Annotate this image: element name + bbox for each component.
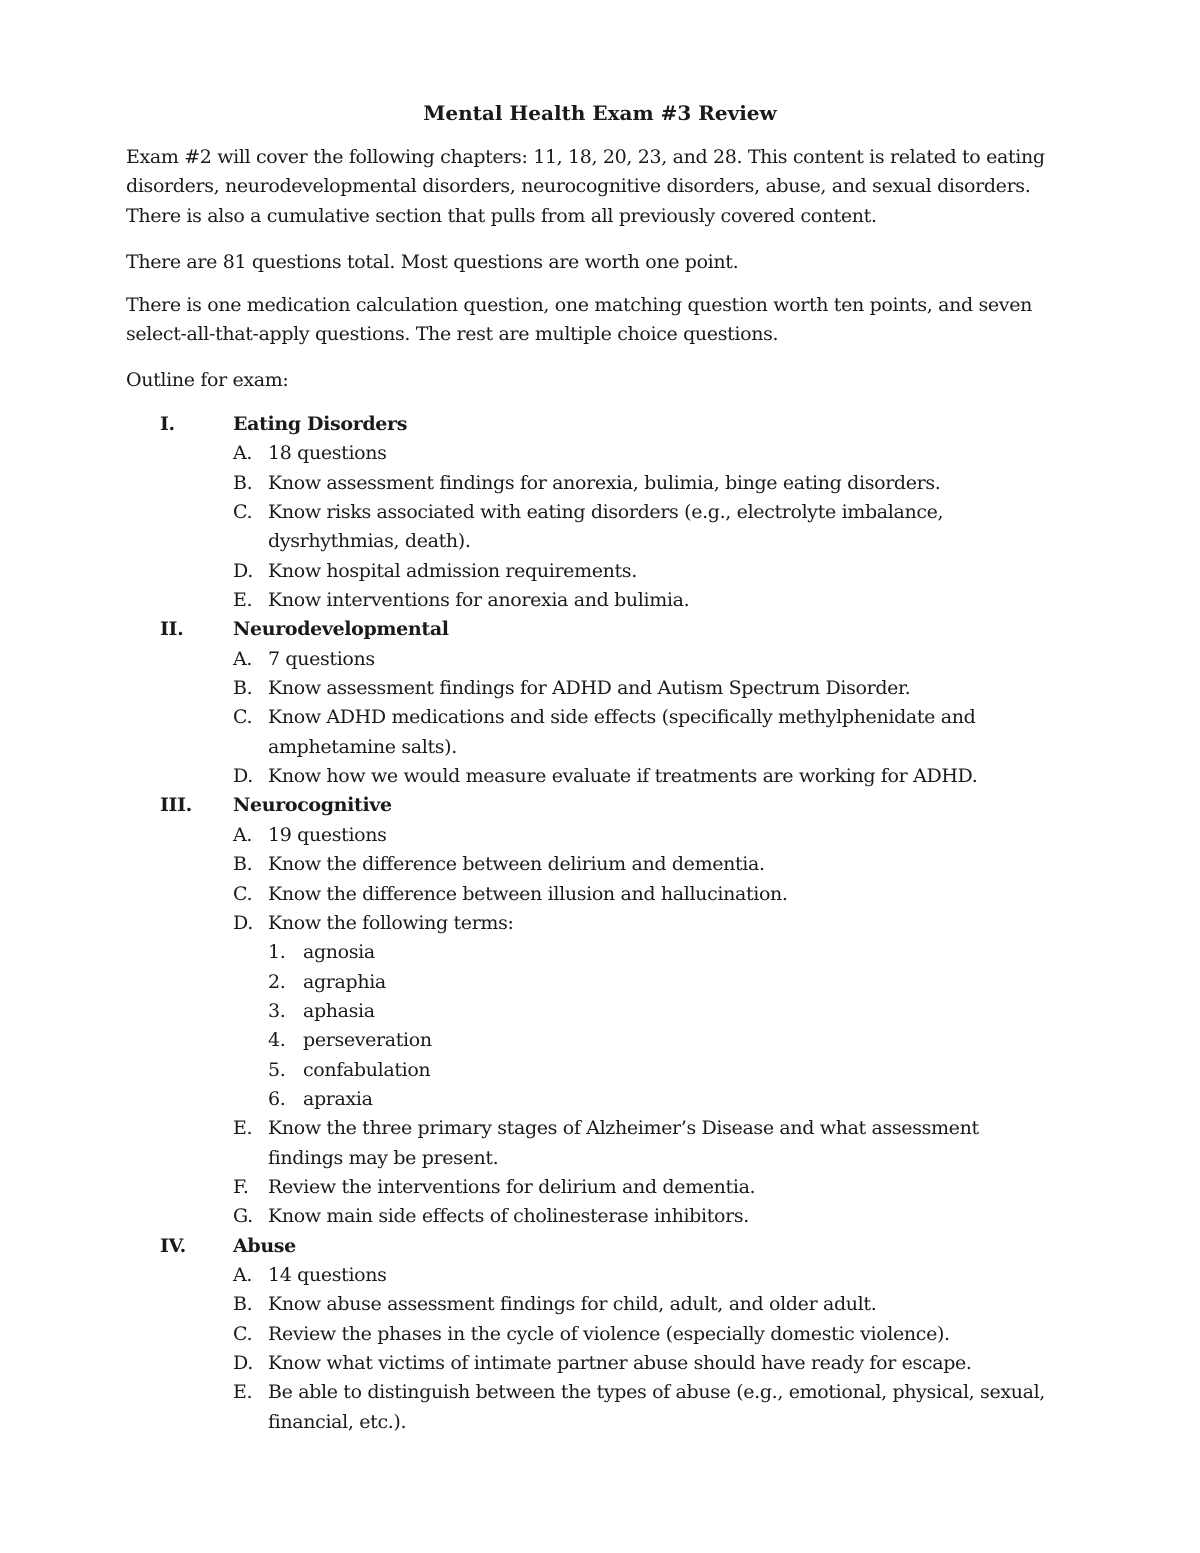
outline-term <box>0 938 1200 967</box>
item-letter: B. <box>233 677 253 700</box>
section-numeral: III. <box>160 794 192 817</box>
item-letter: A. <box>233 823 253 846</box>
item-letter: B. <box>233 853 253 876</box>
outline-item <box>0 821 1200 850</box>
outline-term <box>0 1085 1200 1114</box>
outline-item <box>0 674 1200 703</box>
item-letter: D. <box>233 1352 253 1374</box>
outline-item <box>0 1378 1200 1407</box>
outline-section-heading <box>0 1232 1200 1261</box>
section-numeral: II. <box>160 618 184 641</box>
term-number: 6. <box>268 1087 286 1110</box>
item-text: findings may be present. <box>268 1146 499 1169</box>
item-letter: E. <box>233 1381 253 1404</box>
item-letter: C. <box>233 1322 253 1345</box>
item-letter: A. <box>233 647 253 670</box>
item-letter: D. <box>233 911 253 934</box>
item-text: Know hospital admission requirements. <box>268 559 637 582</box>
outline-item <box>0 498 1200 527</box>
item-text: 19 questions <box>268 823 387 846</box>
section-title: Eating Disorders <box>233 413 408 435</box>
item-letter: E. <box>233 1117 253 1140</box>
intro-paragraph <box>126 143 1086 231</box>
outline-item <box>0 469 1200 498</box>
intro-line: Exam #2 will cover the following chapters: 11, 18, 20, 23, and 28. This content is related to eating <box>126 146 1045 168</box>
outline-term <box>0 1026 1200 1055</box>
questions-total-paragraph: There are 81 questions total. Most questions are worth one point. <box>126 251 739 273</box>
item-text: dysrhythmias, death). <box>268 530 471 553</box>
question-types-line: select-all-that-apply questions. The rest are multiple choice questions. <box>126 323 779 346</box>
outline-item <box>0 1408 1200 1437</box>
outline-item <box>0 880 1200 909</box>
term-text: agraphia <box>303 970 386 993</box>
item-text: Know ADHD medications and side effects (specifically methylphenidate and <box>268 706 976 729</box>
section-title: Neurocognitive <box>233 794 392 817</box>
item-text: Know the difference between illusion and hallucination. <box>268 882 788 905</box>
term-number: 2. <box>268 970 286 993</box>
outline-item <box>0 850 1200 879</box>
outline-item <box>0 586 1200 615</box>
item-letter: D. <box>233 765 253 788</box>
item-text: Know assessment findings for anorexia, bulimia, binge eating disorders. <box>268 471 941 494</box>
item-text: Know what victims of intimate partner abuse should have ready for escape. <box>268 1352 972 1374</box>
item-letter: D. <box>233 559 253 582</box>
item-letter: C. <box>233 882 253 905</box>
item-text: 14 questions <box>268 1263 387 1286</box>
item-letter: A. <box>233 1263 253 1286</box>
item-text: Know assessment findings for ADHD and Autism Spectrum Disorder. <box>268 677 911 700</box>
item-text: Know the three primary stages of Alzheimer’s Disease and what assessment <box>268 1117 979 1140</box>
item-text: Be able to distinguish between the types of abuse (e.g., emotional, physical, sexual, <box>268 1381 1045 1404</box>
term-text: aphasia <box>303 999 375 1022</box>
outline-item <box>0 1290 1200 1319</box>
outline-item <box>0 1261 1200 1290</box>
item-text: Know the following terms: <box>268 911 514 934</box>
item-text: amphetamine salts). <box>268 735 457 758</box>
outline-label: Outline for exam: <box>126 369 289 391</box>
page-title: Mental Health Exam #3 Review <box>423 101 777 125</box>
item-text: 18 questions <box>268 442 387 465</box>
outline-term <box>0 1056 1200 1085</box>
outline-item <box>0 703 1200 732</box>
outline-item <box>0 557 1200 586</box>
outline-section-heading <box>0 615 1200 644</box>
outline-item <box>0 527 1200 556</box>
intro-line: disorders, neurodevelopmental disorders, neurocognitive disorders, abuse, and sexual disorders. <box>126 175 1031 198</box>
outline-item <box>0 645 1200 674</box>
outline-term <box>0 997 1200 1026</box>
item-letter: E. <box>233 589 253 612</box>
item-letter: B. <box>233 1293 253 1316</box>
item-text: Know interventions for anorexia and bulimia. <box>268 589 690 612</box>
item-text: financial, etc.). <box>268 1410 407 1433</box>
outline-item <box>0 1173 1200 1202</box>
question-types-paragraph <box>126 291 1086 350</box>
outline-section-heading <box>0 791 1200 820</box>
item-text: Know the difference between delirium and dementia. <box>268 853 765 876</box>
outline-item <box>0 1114 1200 1143</box>
term-text: perseveration <box>303 1029 432 1052</box>
section-title: Abuse <box>233 1234 296 1257</box>
section-numeral: I. <box>160 413 175 435</box>
item-text: 7 questions <box>268 647 375 670</box>
outline-section-heading <box>0 410 1200 439</box>
section-numeral: IV. <box>160 1234 186 1257</box>
outline-item <box>0 909 1200 938</box>
outline-item <box>0 1349 1200 1378</box>
item-text: Know abuse assessment findings for child, adult, and older adult. <box>268 1293 877 1316</box>
item-letter: C. <box>233 501 253 524</box>
outline-item <box>0 1202 1200 1231</box>
item-letter: G. <box>233 1205 253 1228</box>
intro-line: There is also a cumulative section that pulls from all previously covered content. <box>126 204 877 227</box>
term-text: confabulation <box>303 1058 431 1081</box>
outline-item <box>0 439 1200 468</box>
outline-item <box>0 1144 1200 1173</box>
outline-item <box>0 733 1200 762</box>
item-text: Review the interventions for delirium and dementia. <box>268 1175 756 1198</box>
term-number: 5. <box>268 1058 286 1081</box>
outline-term <box>0 968 1200 997</box>
item-letter: B. <box>233 471 253 494</box>
item-letter: C. <box>233 706 253 729</box>
item-text: Know how we would measure evaluate if treatments are working for ADHD. <box>268 765 978 788</box>
term-text: agnosia <box>303 941 375 964</box>
item-letter: F. <box>233 1175 249 1198</box>
term-number: 1. <box>268 941 286 964</box>
outline-item <box>0 762 1200 791</box>
item-text: Review the phases in the cycle of violence (especially domestic violence). <box>268 1322 950 1345</box>
term-number: 4. <box>268 1029 286 1052</box>
section-title: Neurodevelopmental <box>233 618 449 641</box>
question-types-line: There is one medication calculation question, one matching question worth ten points, and seven <box>126 294 1032 316</box>
term-text: apraxia <box>303 1087 373 1110</box>
item-letter: A. <box>233 442 253 465</box>
item-text: Know risks associated with eating disorders (e.g., electrolyte imbalance, <box>268 501 944 524</box>
term-number: 3. <box>268 999 286 1022</box>
outline-item <box>0 1320 1200 1349</box>
exam-outline <box>0 410 1200 1437</box>
item-text: Know main side effects of cholinesterase inhibitors. <box>268 1205 749 1228</box>
